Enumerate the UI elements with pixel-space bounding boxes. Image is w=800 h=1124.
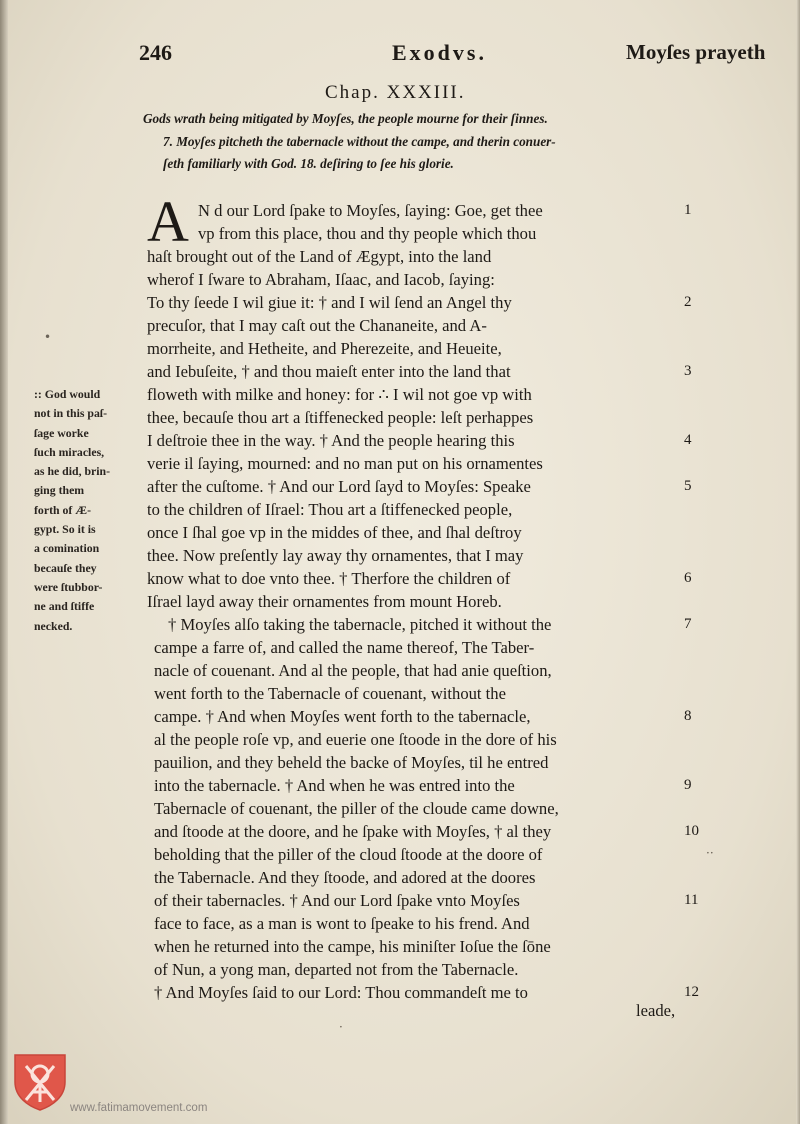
marginal-note-line: ſage worke	[34, 425, 89, 440]
text-line: campe. † And when Moyſes went forth to the tabernacle,	[154, 707, 531, 726]
verse-number: 3	[684, 363, 692, 379]
verse-number: 12	[684, 984, 699, 1000]
argument-line: ſeth familiarly with God. 18. deſiring to ſee his glorie.	[163, 156, 454, 171]
text-line: nacle of couenant. And al the people, that had anie queſtion,	[154, 661, 552, 680]
marginal-note-line: gypt. So it is	[34, 522, 96, 537]
text-line: morrheite, and Hetheite, and Pherezeite, and Heueite,	[147, 339, 502, 358]
watermark-url[interactable]: www.fatimamovement.com	[70, 1102, 208, 1114]
marginal-note-line: becauſe they	[34, 560, 97, 575]
running-title: Exodvs.	[392, 40, 487, 65]
marginal-note-line: as he did, brin-	[34, 464, 111, 479]
running-head: Moyſes prayeth	[626, 40, 766, 64]
text-line: know what to doe vnto thee. † Therfore the children of	[147, 569, 511, 588]
marginal-note-line: not in this paſ-	[34, 406, 108, 421]
marginal-note-line: necked.	[34, 618, 73, 633]
text-line: and ſtoode at the doore, and he ſpake with Moyſes, † al they	[154, 822, 552, 841]
text-line: I deſtroie thee in the way. † And the people hearing this	[147, 431, 515, 450]
text-line: verie il ſaying, mourned: and no man put on his ornamentes	[147, 454, 543, 473]
watermark-shield-icon	[12, 1052, 68, 1112]
verse-number: 7	[684, 616, 692, 632]
page-number: 246	[139, 40, 172, 65]
chapter-heading: Chap. XXXIII.	[325, 82, 466, 103]
verse-number: 11	[684, 892, 699, 908]
verse-number: 8	[684, 708, 692, 724]
text-line: vp from this place, thou and thy people which thou	[198, 224, 537, 243]
page-edge	[796, 0, 800, 1124]
text-line: Tabernacle of couenant, the piller of the cloude came downe,	[154, 799, 559, 818]
chapter-argument	[143, 108, 723, 176]
text-line: after the cuſtome. † And our Lord ſayd to Moyſes: Speake	[147, 477, 531, 496]
text-line: To thy ſeede I wil giue it: † and I wil ſend an Angel thy	[147, 293, 512, 312]
argument-line: 7. Moyſes pitcheth the tabernacle without the campe, and therin conuer-	[163, 133, 556, 149]
catchword: leade,	[636, 1001, 676, 1020]
text-line: thee. Now preſently lay away thy ornamentes, that I may	[147, 546, 524, 565]
verse-number: 5	[684, 478, 692, 494]
ink-speck: ··	[706, 846, 714, 860]
text-line: thee, becauſe thou art a ſtiffenecked people: leſt perhappes	[147, 408, 534, 427]
text-line: floweth with milke and honey: for ∴ I wil not goe vp with	[147, 385, 532, 404]
text-line: wherof I ſware to Abraham, Iſaac, and Iacob, ſaying:	[147, 270, 495, 289]
argument-line: Gods wrath being mitigated by Moyſes, the people mourne for their ſinnes.	[143, 111, 548, 126]
marginal-note-line: :: God would	[34, 387, 101, 401]
marginal-note-line: ging them	[34, 483, 85, 498]
text-line: face to face, as a man is wont to ſpeake to his frend. And	[154, 914, 530, 933]
text-line: once I ſhal goe vp in the middes of thee, and ſhal deſtroy	[147, 523, 522, 542]
marginal-note-line: a comination	[34, 541, 100, 556]
verse-number: 10	[684, 823, 699, 839]
text-line: beholding that the piller of the cloud ſtoode at the doore of	[154, 845, 543, 864]
verse-number: 1	[684, 202, 692, 218]
text-line: of their tabernacles. † And our Lord ſpake vnto Moyſes	[154, 891, 520, 910]
text-line: al the people roſe vp, and euerie one ſtoode in the dore of his	[154, 730, 557, 749]
text-line: of Nun, a yong man, departed not from the Tabernacle.	[154, 960, 519, 979]
text-line: campe a farre of, and called the name thereof, The Taber-	[154, 638, 535, 657]
binding-edge	[0, 0, 8, 1124]
text-line: precuſor, that I may caſt out the Chananeite, and A-	[147, 316, 487, 335]
text-line: † Moyſes alſo taking the tabernacle, pitched it without the	[168, 615, 552, 634]
text-line: when he returned into the campe, his miniſter Ioſue the ſōne	[154, 937, 551, 956]
ink-speck: •	[44, 330, 52, 344]
text-line: and Iebuſeite, † and thou maieſt enter into the land that	[147, 362, 511, 381]
text-line: Iſrael layd away their ornamentes from mount Horeb.	[147, 592, 502, 611]
verse-number: 4	[684, 432, 692, 448]
text-line: the Tabernacle. And they ſtoode, and adored at the doores	[154, 868, 536, 887]
text-line: went forth to the Tabernacle of couenant, without the	[154, 684, 506, 703]
drop-cap: A	[147, 189, 189, 254]
verse-number: 6	[684, 570, 692, 586]
text-line: N d our Lord ſpake to Moyſes, ſaying: Goe, get thee	[198, 201, 543, 220]
marginal-note-line: were ſtubbor-	[34, 579, 103, 594]
verse-number: 9	[684, 777, 692, 793]
text-line: † And Moyſes ſaid to our Lord: Thou commandeſt me to	[154, 983, 528, 1002]
marginal-note	[34, 385, 148, 636]
marginal-note-line: ſuch miracles,	[34, 444, 105, 459]
text-line: haſt brought out of the Land of Ægypt, into the land	[147, 247, 492, 266]
text-line: to the children of Iſrael: Thou art a ſtiffenecked people,	[147, 500, 513, 519]
marginal-note-line: forth of Æ-	[34, 502, 92, 517]
ink-speck: ·	[339, 1020, 343, 1034]
verse-number: 2	[684, 294, 692, 310]
text-line: into the tabernacle. † And when he was entred into the	[154, 776, 515, 795]
text-line: pauilion, and they beheld the backe of Moyſes, til he entred	[154, 753, 549, 772]
marginal-note-line: ne and ſtiffe	[34, 599, 95, 614]
